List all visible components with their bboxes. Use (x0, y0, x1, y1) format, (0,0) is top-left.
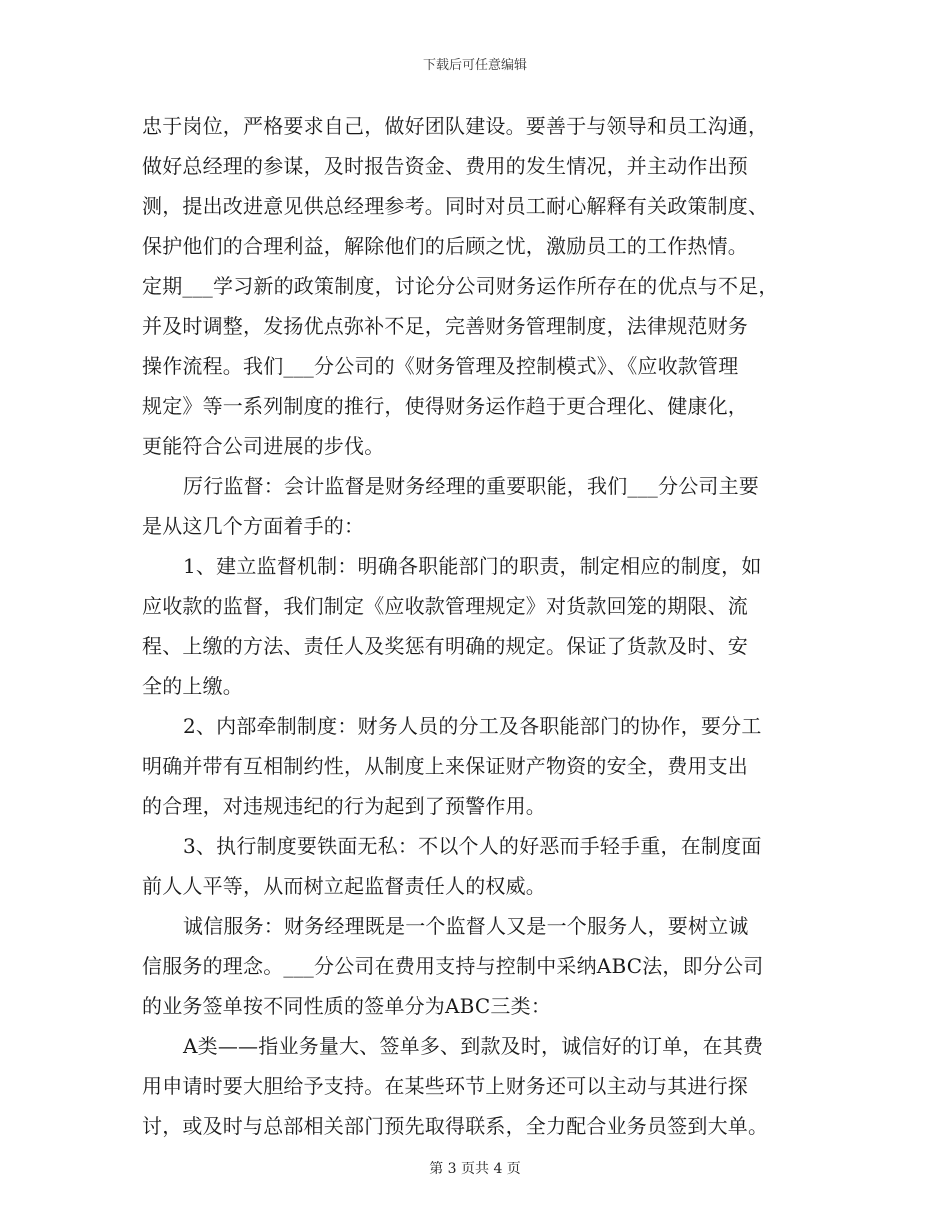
paragraph-start: 1、建立监督机制：明确各职能部门的职责，制定相应的制度，如 (183, 554, 762, 578)
text-line: 讨，或及时与总部相关部门预先取得联系，全力配合业务员签到大单。 (142, 1114, 769, 1138)
text-line: 全的上缴。 (142, 674, 243, 698)
text-line: 做好总经理的参谋，及时报告资金、费用的发生情况，并主动作出预 (142, 154, 748, 178)
page-number: 第 3 页共 4 页 (429, 1161, 521, 1177)
page-header: 下载后可任意编辑 (422, 58, 527, 73)
paragraph-start: A类——指业务量大、签单多、到款及时，诚信好的订单，在其费 (183, 1034, 764, 1058)
text-line: 用申请时要大胆给予支持。在某些环节上财务还可以主动与其进行探 (142, 1074, 748, 1098)
text-line: 应收款的监督，我们制定《应收款管理规定》对货款回笼的期限、流 (142, 594, 748, 618)
text-line: 并及时调整，发扬优点弥补不足，完善财务管理制度，法律规范财务 (142, 314, 748, 338)
text-line: 的业务签单按不同性质的签单分为ABC三类： (142, 994, 552, 1018)
text-line: 定期___学习新的政策制度，讨论分公司财务运作所存在的优点与不足， (142, 274, 779, 298)
text-line: 规定》等一系列制度的推行，使得财务运作趋于更合理化、健康化， (142, 394, 748, 418)
text-line: 保护他们的合理利益，解除他们的后顾之忧，激励员工的工作热情。 (142, 234, 748, 258)
paragraph-start: 厉行监督：会计监督是财务经理的重要职能，我们___分公司主要 (183, 474, 759, 498)
text-line: 忠于岗位，严格要求自己，做好团队建设。要善于与领导和员工沟通， (142, 114, 769, 138)
text-line: 明确并带有互相制约性，从制度上来保证财产物资的安全，费用支出 (142, 754, 748, 778)
paragraph-start: 2、内部牵制制度：财务人员的分工及各职能部门的协作，要分工 (183, 714, 762, 738)
text-line: 是从这几个方面着手的： (142, 514, 365, 538)
text-line: 更能符合公司进展的步伐。 (142, 434, 385, 458)
document-body (142, 106, 810, 1146)
paragraph-start: 3、执行制度要铁面无私：不以个人的好恶而手轻手重，在制度面 (183, 834, 762, 858)
text-line: 程、上缴的方法、责任人及奖惩有明确的规定。保证了货款及时、安 (142, 634, 748, 658)
text-line: 测，提出改进意见供总经理参考。同时对员工耐心解释有关政策制度、 (142, 194, 769, 218)
paragraph-start: 诚信服务：财务经理既是一个监督人又是一个服务人，要树立诚 (183, 914, 749, 938)
text-line: 前人人平等，从而树立起监督责任人的权威。 (142, 874, 546, 898)
text-line: 的合理，对违规违纪的行为起到了预警作用。 (142, 794, 546, 818)
text-line: 操作流程。我们___分公司的《财务管理及控制模式》、《应收款管理 (142, 354, 739, 378)
text-line: 信服务的理念。___分公司在费用支持与控制中采纳ABC法，即分公司 (142, 954, 764, 978)
